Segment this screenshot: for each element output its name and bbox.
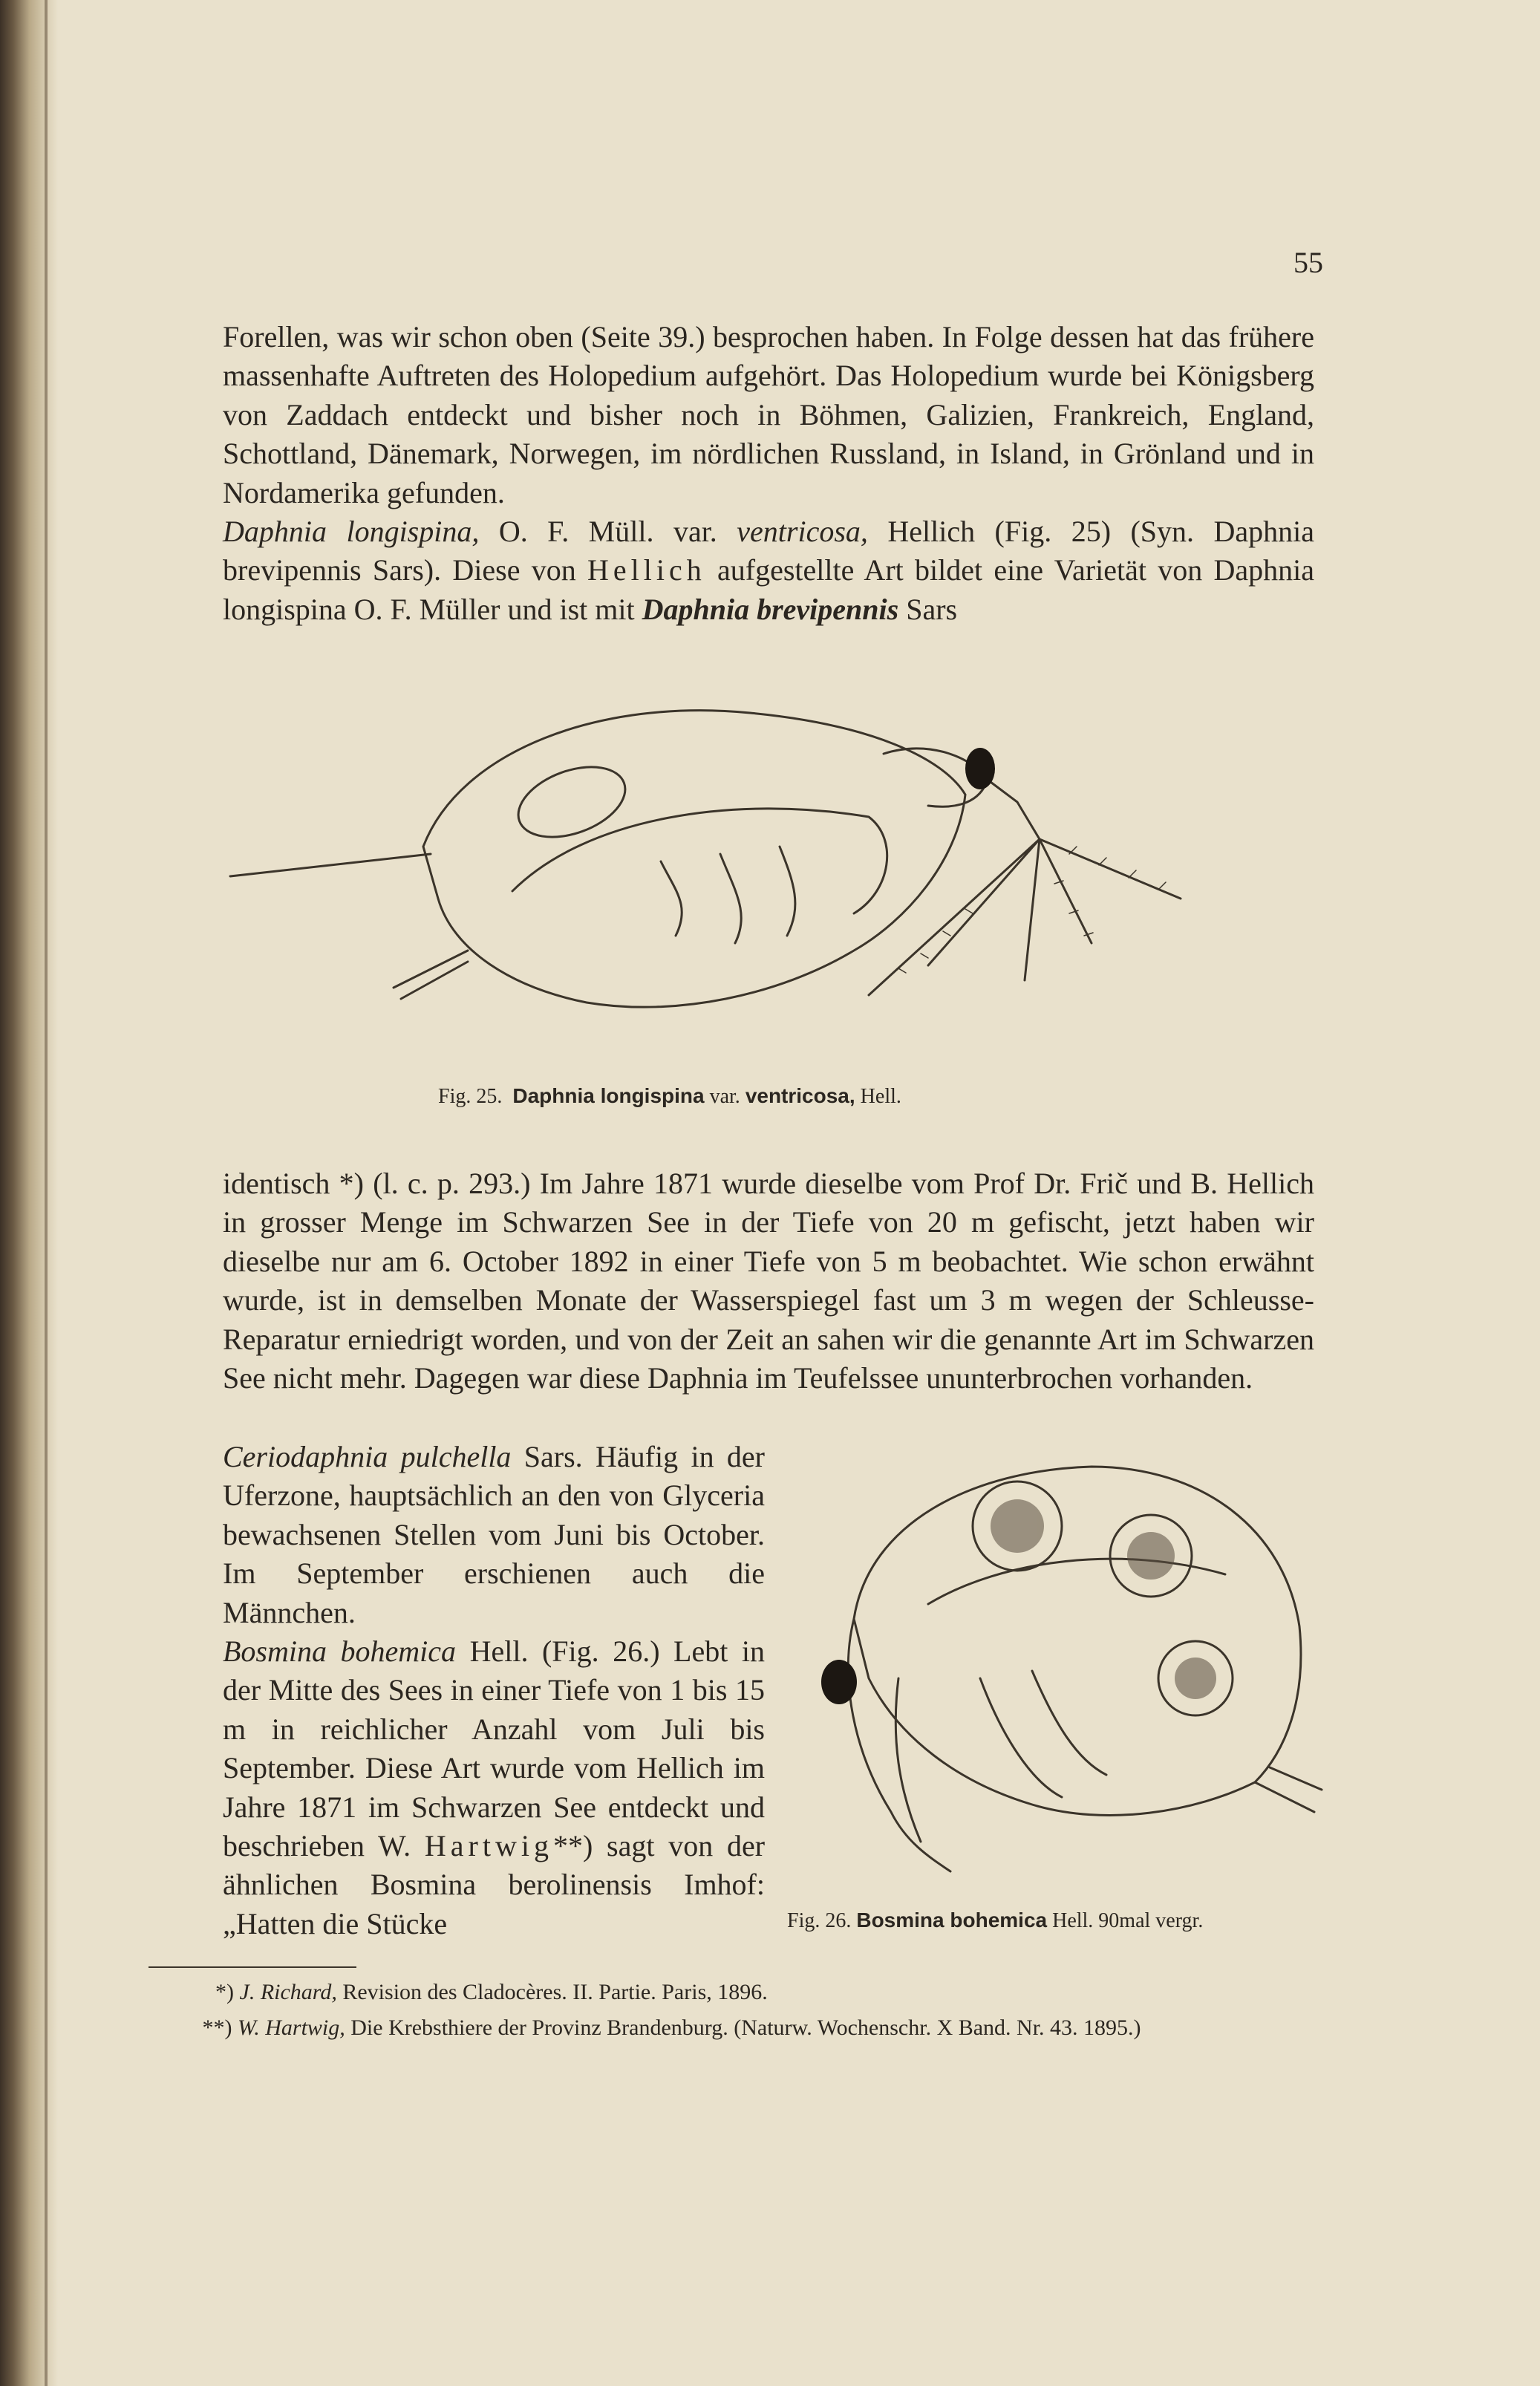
daphnia-postabdomen (394, 951, 468, 999)
text-run: **) sagt von der ähnlichen Bosmina berolinensis Imhof: „Hatten die Stücke (223, 1829, 766, 1940)
bosmina-mucro (1255, 1767, 1322, 1812)
text-run: Sars (898, 592, 958, 626)
caption-rest: Hell. 90mal vergr. (1052, 1909, 1204, 1932)
figure-26-caption (787, 1909, 1203, 1933)
daphnia-legs (661, 847, 795, 943)
footnote-mark: *) (215, 1980, 234, 2004)
footnote-mark: **) (202, 2015, 232, 2040)
bosmina-egg-2-yolk (1127, 1532, 1175, 1580)
daphnia-brood-pouch (509, 754, 635, 850)
footnote-richard (215, 1977, 1314, 2008)
caption-species: Bosmina bohemica (856, 1909, 1048, 1932)
paragraph-daphnia-longispina (223, 512, 1314, 629)
footnote-text: Revision des Cladocères. II. Partie. Paris, 1896. (342, 1980, 768, 2004)
caption-species: Daphnia longispina (512, 1084, 705, 1107)
species-name-daphnia-brevipennis: Daphnia brevipennis (642, 592, 899, 626)
page-number: 55 (1293, 246, 1323, 279)
figure-daphnia-illustration (215, 668, 1255, 1069)
text-run: Sars. Häufig in der Uferzone, hauptsächlich an den von Glyceria bewachsenen Stellen vom Juni bis October. Im September erschienen auch die Männchen. (223, 1440, 765, 1629)
species-name-ceriodaphnia-pulchella: Ceriodaphnia pulchella (223, 1440, 512, 1473)
daphnia-antenna-branch-1 (1025, 839, 1181, 980)
spaced-name-hellich: Hellich (587, 553, 706, 587)
spaced-name-hartwig: Hartwig (424, 1829, 553, 1863)
daphnia-antenna-stem (988, 780, 1040, 839)
paragraph-holopedium: Forellen, was wir schon oben (Seite 39.) besprochen haben. In Folge dessen hat das frühere massenhafte Auftreten des Holopedium aufgehört. Das Holopedium wurde bei Königsberg von Zaddach entdeckt und bisher noch in Böhmen, Galizien, Frankreich, England, Schottland, Dänemark, Norwegen, im nördlichen Russland, in Island, in Grönland und in Nordamerika gefunden. (223, 320, 1314, 509)
bosmina-egg-3-yolk (1175, 1658, 1216, 1699)
bosmina-egg-1-yolk (991, 1499, 1044, 1553)
caption-variety: ventricosa, (745, 1084, 855, 1107)
caption-author: Hell. (860, 1085, 901, 1108)
footnote-hartwig (163, 2012, 1322, 2044)
caption-label: Fig. 26. (787, 1909, 852, 1932)
daphnia-carapace (423, 711, 965, 1008)
text-run: O. F. Müll. var. (479, 515, 737, 548)
bosmina-limbs (980, 1671, 1106, 1797)
paragraph-identisch: identisch *) (l. c. p. 293.) Im Jahre 1871 wurde dieselbe vom Prof Dr. Frič und B. Hellich in grosser Menge im Schwarzen See in der Tiefe von 20 m gefischt, jetzt haben wir dieselbe nur am 6. October 1892 in einer Tiefe von 5 m beobachtet. Wie schon erwähnt wurde, ist in demselben Monate der Wasserspiegel fast um 3 m wegen der Schleusse-Reparatur erniedrigt worden, und von der Zeit an sahen wir die genannte Art im Schwarzen See nicht mehr. Dagegen war diese Daphnia im Teufelssee ununterbrochen vorhanden. (223, 1167, 1314, 1395)
daphnia-antenna-branch-2 (869, 839, 1040, 995)
book-spine-shadow (0, 0, 58, 2386)
caption-label: Fig. 25. (438, 1085, 503, 1108)
daphnia-gut (512, 809, 887, 913)
species-name-daphnia-longispina: Daphnia longispina, (223, 515, 480, 548)
paragraph-ceriodaphnia (223, 1438, 765, 1632)
figure-bosmina-illustration (809, 1456, 1329, 1886)
bosmina-eye (821, 1660, 857, 1704)
footnote-author: J. Richard, (239, 1980, 337, 2004)
bosmina-antennule (895, 1678, 921, 1842)
bosmina-carapace (854, 1467, 1301, 1815)
species-name-bosmina-bohemica: Bosmina bohemica (223, 1634, 457, 1668)
bosmina-gut (928, 1559, 1225, 1604)
footnote-rule (149, 1966, 356, 1968)
footnote-author: W. Hartwig, (238, 2015, 345, 2040)
daphnia-tail-spine (230, 854, 431, 876)
daphnia-eye (965, 748, 995, 789)
figure-25-caption (438, 1084, 901, 1109)
paragraph-bosmina-bohemica (223, 1632, 765, 1943)
caption-var-word: var. (709, 1085, 740, 1108)
spine-edge-line (45, 0, 48, 2386)
text-run: Hellich (Fig. 25) (Syn. Daphnia brevipennis Sars). Diese von (223, 515, 1315, 587)
variety-name-ventricosa: ventricosa, (737, 515, 868, 548)
text-run: aufgestellte Art bildet eine Varietät von Daphnia longispina O. F. Müller und ist mit (223, 553, 1314, 626)
text-run: Hell. (Fig. 26.) Lebt in der Mitte des Sees in einer Tiefe von 1 bis 15 m in reichlicher Anzahl vom Juli bis September. Diese Art wurde vom Hellich im Jahre 1871 im Schwarzen See entdeckt und beschrieben W. (223, 1634, 765, 1863)
footnote-text: Die Krebsthiere der Provinz Brandenburg. (Naturw. Wochenschr. X Band. Nr. 43. 1895.) (350, 2015, 1141, 2040)
